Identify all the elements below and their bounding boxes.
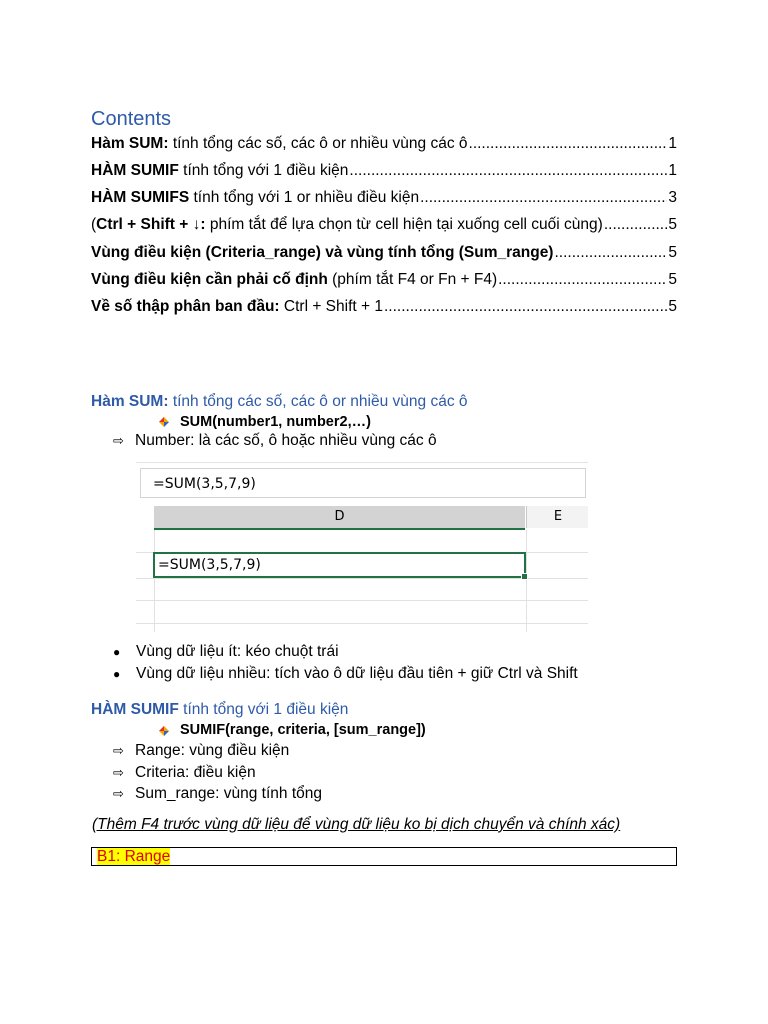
fill-handle[interactable] <box>521 573 528 580</box>
toc-page-number: 3 <box>668 189 677 206</box>
arrow-right-outline-icon: ⇨ <box>113 433 124 448</box>
list-item-text: Vùng dữ liệu nhiều: tích vào ô dữ liệu đầu tiên + giữ Ctrl và Shift <box>136 665 578 682</box>
toc-page-number: 5 <box>668 244 677 261</box>
step-box-label: B1: Range <box>97 848 171 865</box>
toc-title: Contents <box>91 108 172 130</box>
list-item <box>113 642 339 662</box>
toc-entry-text: phím tắt để lựa chọn từ cell hiện tại xuống cell cuối cùng) <box>205 216 603 233</box>
list-item-text: Vùng dữ liệu ít: kéo chuột trái <box>136 643 339 660</box>
sum-heading-bold: Hàm SUM: <box>91 393 169 410</box>
toc-entry[interactable] <box>91 243 677 263</box>
toc-entry-bold: HÀM SUMIF <box>91 162 179 179</box>
cell-value: =SUM(3,5,7,9) <box>158 557 261 573</box>
toc-entry-bold: Vùng điều kiện (Criteria_range) và vùng tính tổng (Sum_range) <box>91 244 554 261</box>
colored-square-bullet-icon <box>158 725 170 737</box>
toc-page-number: 1 <box>668 162 677 179</box>
toc-entry-bold: Hàm SUM: <box>91 135 169 152</box>
sumif-arg-text: Sum_range: vùng tính tổng <box>135 785 322 802</box>
toc-entry[interactable] <box>91 297 677 317</box>
toc-entry[interactable] <box>91 188 677 208</box>
sum-arg-item <box>113 431 437 451</box>
toc-entry-text: tính tổng với 1 điều kiện <box>178 162 349 179</box>
list-item <box>113 664 578 684</box>
filled-dot-icon: ● <box>113 667 121 681</box>
toc-entry-bold: Ctrl + Shift + ↓: <box>96 216 206 233</box>
grid-line <box>526 530 527 632</box>
sumif-syntax: SUMIF(range, criteria, [sum_range]) <box>180 722 426 738</box>
sumif-arg-item <box>113 763 256 783</box>
sum-heading <box>91 392 468 412</box>
toc-entry-bold: Về số thập phân ban đầu: <box>91 298 280 315</box>
divider <box>136 462 588 463</box>
toc-entry-text: Ctrl + Shift + 1 <box>279 298 383 315</box>
toc-leader <box>384 297 667 317</box>
excel-screenshot <box>136 462 588 632</box>
grid-line <box>136 623 588 624</box>
toc-entry-text: tính tổng các số, các ô or nhiều vùng các ô <box>168 135 468 152</box>
toc-entry[interactable] <box>91 215 677 235</box>
sum-arg-text: Number: là các số, ô hoặc nhiều vùng các ô <box>135 432 437 449</box>
toc-entry[interactable] <box>91 134 677 154</box>
sumif-arg-item <box>113 784 322 804</box>
arrow-right-outline-icon: ⇨ <box>113 765 124 780</box>
toc-entry-text: (phím tắt F4 or Fn + F4) <box>327 271 498 288</box>
toc-entry-bold: Vùng điều kiện cần phải cố định <box>91 271 328 288</box>
toc-page-number: 5 <box>668 298 677 315</box>
grid-line <box>136 600 588 601</box>
active-cell[interactable] <box>153 552 526 578</box>
sumif-heading <box>91 700 348 720</box>
toc-leader <box>604 215 668 235</box>
toc-leader <box>420 188 667 208</box>
sumif-arg-item <box>113 741 289 761</box>
toc-entry[interactable] <box>91 161 677 181</box>
column-header-d[interactable]: D <box>154 506 525 530</box>
arrow-right-outline-icon: ⇨ <box>113 786 124 801</box>
toc-entry-prefix: ( <box>91 216 97 233</box>
toc-entry[interactable] <box>91 270 677 290</box>
sumif-heading-bold: HÀM SUMIF <box>91 701 179 718</box>
sumif-arg-text: Range: vùng điều kiện <box>135 742 290 759</box>
column-header-e[interactable]: E <box>526 506 588 528</box>
grid-line <box>154 530 155 632</box>
toc-leader <box>349 161 667 181</box>
toc-page-number: 5 <box>668 271 677 288</box>
sumif-note: (Thêm F4 trước vùng dữ liệu để vùng dữ liệu ko bị dịch chuyển và chính xác) <box>92 816 621 833</box>
toc-leader <box>498 270 667 290</box>
arrow-right-outline-icon: ⇨ <box>113 743 124 758</box>
toc-page-number: 5 <box>668 216 677 233</box>
filled-dot-icon: ● <box>113 645 121 659</box>
colored-square-bullet-icon <box>158 416 170 428</box>
toc-entry-bold: HÀM SUMIFS <box>91 189 190 206</box>
toc-page-number: 1 <box>668 135 677 152</box>
toc-entry-text: tính tổng với 1 or nhiều điều kiện <box>189 189 420 206</box>
sumif-heading-text: tính tổng với 1 điều kiện <box>178 701 349 718</box>
formula-bar[interactable]: =SUM(3,5,7,9) <box>140 468 586 498</box>
sum-syntax: SUM(number1, number2,…) <box>180 414 371 430</box>
toc-leader <box>554 243 667 263</box>
sumif-arg-text: Criteria: điều kiện <box>135 764 256 781</box>
toc-leader <box>469 134 668 154</box>
step-box <box>91 847 677 866</box>
sum-heading-text: tính tổng các số, các ô or nhiều vùng các ô <box>168 393 468 410</box>
